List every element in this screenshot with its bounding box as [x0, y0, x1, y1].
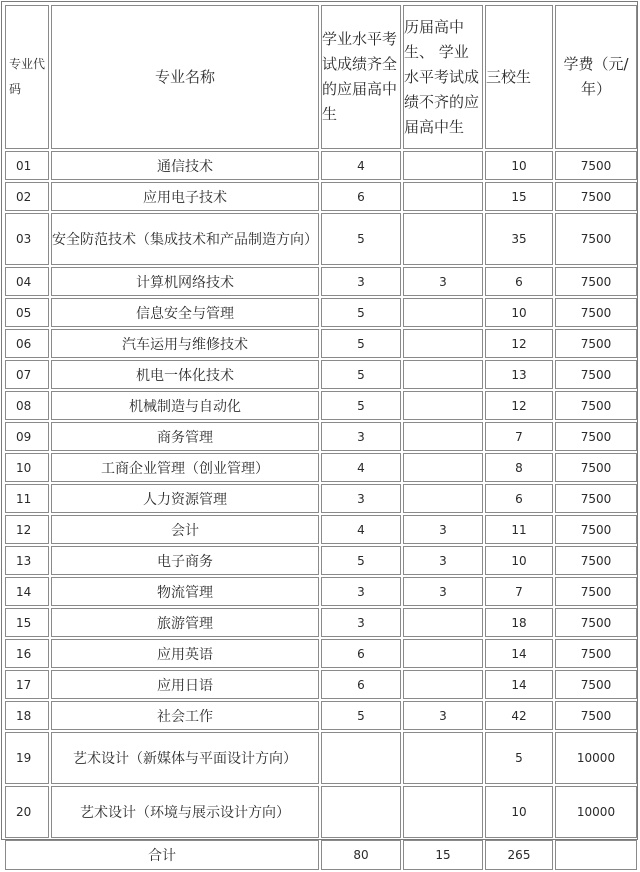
total-three-schools: 265	[485, 840, 553, 870]
cell-major-name: 计算机网络技术	[51, 267, 319, 296]
table-row	[5, 298, 637, 327]
cell-tuition: 7500	[555, 639, 637, 668]
cell-three-schools: 10	[485, 786, 553, 838]
cell-major-name: 机械制造与自动化	[51, 391, 319, 420]
cell-major-code: 08	[5, 391, 49, 420]
cell-three-schools: 8	[485, 453, 553, 482]
cell-major-code: 14	[5, 577, 49, 606]
cell-tuition: 7500	[555, 577, 637, 606]
cell-complete-scores: 6	[321, 639, 401, 668]
cell-previous-graduates: 3	[403, 701, 483, 730]
cell-three-schools: 6	[485, 267, 553, 296]
cell-tuition: 7500	[555, 213, 637, 265]
cell-complete-scores: 4	[321, 515, 401, 544]
cell-previous-graduates	[403, 786, 483, 838]
table-row	[5, 608, 637, 637]
cell-major-code: 18	[5, 701, 49, 730]
cell-tuition: 7500	[555, 267, 637, 296]
cell-complete-scores: 3	[321, 577, 401, 606]
cell-previous-graduates	[403, 422, 483, 451]
cell-complete-scores: 4	[321, 151, 401, 180]
cell-three-schools: 6	[485, 484, 553, 513]
cell-major-name: 汽车运用与维修技术	[51, 329, 319, 358]
cell-previous-graduates: 3	[403, 546, 483, 575]
header-three-schools: 三校生	[485, 5, 553, 149]
cell-major-name: 物流管理	[51, 577, 319, 606]
cell-three-schools: 12	[485, 329, 553, 358]
cell-complete-scores: 5	[321, 329, 401, 358]
cell-tuition: 7500	[555, 546, 637, 575]
cell-three-schools: 7	[485, 422, 553, 451]
total-previous-graduates: 15	[403, 840, 483, 870]
cell-major-name: 机电一体化技术	[51, 360, 319, 389]
cell-major-name: 社会工作	[51, 701, 319, 730]
cell-tuition: 7500	[555, 391, 637, 420]
cell-complete-scores	[321, 786, 401, 838]
cell-major-name: 通信技术	[51, 151, 319, 180]
cell-three-schools: 35	[485, 213, 553, 265]
cell-previous-graduates: 3	[403, 515, 483, 544]
cell-complete-scores: 3	[321, 608, 401, 637]
cell-major-name: 会计	[51, 515, 319, 544]
cell-three-schools: 15	[485, 182, 553, 211]
cell-previous-graduates	[403, 453, 483, 482]
cell-major-code: 17	[5, 670, 49, 699]
cell-tuition: 7500	[555, 453, 637, 482]
cell-major-code: 09	[5, 422, 49, 451]
cell-tuition: 7500	[555, 298, 637, 327]
cell-major-name: 电子商务	[51, 546, 319, 575]
cell-tuition: 7500	[555, 329, 637, 358]
cell-previous-graduates	[403, 484, 483, 513]
table-row	[5, 182, 637, 211]
header-previous-graduates: 历届高中生、 学业水平考试成绩不齐的应届高中生	[403, 5, 483, 149]
cell-previous-graduates: 3	[403, 267, 483, 296]
cell-major-code: 15	[5, 608, 49, 637]
cell-major-code: 12	[5, 515, 49, 544]
cell-major-code: 13	[5, 546, 49, 575]
cell-previous-graduates	[403, 151, 483, 180]
cell-previous-graduates	[403, 298, 483, 327]
total-complete-scores: 80	[321, 840, 401, 870]
header-row	[5, 5, 637, 149]
cell-three-schools: 7	[485, 577, 553, 606]
table-row	[5, 546, 637, 575]
cell-tuition: 7500	[555, 484, 637, 513]
table-row	[5, 213, 637, 265]
cell-complete-scores	[321, 732, 401, 784]
cell-complete-scores: 5	[321, 701, 401, 730]
table-row	[5, 670, 637, 699]
cell-tuition: 7500	[555, 701, 637, 730]
cell-previous-graduates	[403, 732, 483, 784]
cell-three-schools: 5	[485, 732, 553, 784]
table-row	[5, 267, 637, 296]
cell-major-code: 01	[5, 151, 49, 180]
cell-major-name: 艺术设计（环境与展示设计方向）	[51, 786, 319, 838]
cell-major-name: 旅游管理	[51, 608, 319, 637]
cell-complete-scores: 4	[321, 453, 401, 482]
table-row	[5, 577, 637, 606]
cell-tuition: 7500	[555, 151, 637, 180]
cell-three-schools: 14	[485, 670, 553, 699]
table-row	[5, 701, 637, 730]
total-row	[5, 840, 637, 870]
cell-complete-scores: 6	[321, 670, 401, 699]
cell-complete-scores: 5	[321, 298, 401, 327]
cell-previous-graduates	[403, 639, 483, 668]
cell-complete-scores: 3	[321, 267, 401, 296]
cell-previous-graduates	[403, 391, 483, 420]
cell-three-schools: 10	[485, 546, 553, 575]
header-major-name: 专业名称	[51, 5, 319, 149]
cell-previous-graduates	[403, 608, 483, 637]
table-row	[5, 422, 637, 451]
cell-complete-scores: 3	[321, 422, 401, 451]
cell-major-name: 应用电子技术	[51, 182, 319, 211]
table-row	[5, 391, 637, 420]
header-tuition: 学费（元/年）	[555, 5, 637, 149]
table-row	[5, 484, 637, 513]
cell-tuition: 10000	[555, 732, 637, 784]
cell-three-schools: 42	[485, 701, 553, 730]
cell-three-schools: 18	[485, 608, 553, 637]
cell-three-schools: 10	[485, 298, 553, 327]
total-tuition	[555, 840, 637, 870]
cell-major-code: 16	[5, 639, 49, 668]
cell-complete-scores: 5	[321, 546, 401, 575]
table-row	[5, 732, 637, 784]
cell-three-schools: 12	[485, 391, 553, 420]
cell-major-code: 04	[5, 267, 49, 296]
cell-major-name: 应用日语	[51, 670, 319, 699]
table-row	[5, 786, 637, 838]
cell-previous-graduates	[403, 329, 483, 358]
cell-three-schools: 10	[485, 151, 553, 180]
cell-previous-graduates	[403, 213, 483, 265]
cell-major-name: 商务管理	[51, 422, 319, 451]
table-row	[5, 639, 637, 668]
cell-three-schools: 11	[485, 515, 553, 544]
cell-major-name: 信息安全与管理	[51, 298, 319, 327]
cell-major-name: 安全防范技术（集成技术和产品制造方向）	[51, 213, 319, 265]
cell-complete-scores: 5	[321, 360, 401, 389]
cell-tuition: 10000	[555, 786, 637, 838]
cell-major-code: 03	[5, 213, 49, 265]
cell-tuition: 7500	[555, 670, 637, 699]
enrollment-plan-table	[3, 3, 639, 872]
cell-major-code: 11	[5, 484, 49, 513]
cell-tuition: 7500	[555, 515, 637, 544]
cell-three-schools: 13	[485, 360, 553, 389]
table-row	[5, 453, 637, 482]
cell-previous-graduates: 3	[403, 577, 483, 606]
cell-major-code: 10	[5, 453, 49, 482]
cell-major-code: 06	[5, 329, 49, 358]
header-complete-scores: 学业水平考试成绩齐全的应届高中生	[321, 5, 401, 149]
cell-tuition: 7500	[555, 182, 637, 211]
table-body	[5, 5, 637, 870]
cell-complete-scores: 3	[321, 484, 401, 513]
cell-major-name: 工商企业管理（创业管理）	[51, 453, 319, 482]
cell-major-name: 应用英语	[51, 639, 319, 668]
cell-complete-scores: 5	[321, 213, 401, 265]
cell-major-code: 07	[5, 360, 49, 389]
cell-major-code: 20	[5, 786, 49, 838]
cell-complete-scores: 5	[321, 391, 401, 420]
cell-tuition: 7500	[555, 360, 637, 389]
table-row	[5, 151, 637, 180]
cell-previous-graduates	[403, 670, 483, 699]
table-row	[5, 515, 637, 544]
table-row	[5, 360, 637, 389]
table-row	[5, 329, 637, 358]
cell-major-name: 艺术设计（新媒体与平面设计方向）	[51, 732, 319, 784]
cell-major-code: 05	[5, 298, 49, 327]
cell-major-code: 02	[5, 182, 49, 211]
cell-three-schools: 14	[485, 639, 553, 668]
cell-complete-scores: 6	[321, 182, 401, 211]
cell-tuition: 7500	[555, 608, 637, 637]
cell-major-name: 人力资源管理	[51, 484, 319, 513]
cell-previous-graduates	[403, 360, 483, 389]
cell-tuition: 7500	[555, 422, 637, 451]
cell-major-code: 19	[5, 732, 49, 784]
total-label: 合计	[5, 840, 319, 870]
header-major-code: 专业代码	[5, 5, 49, 149]
cell-previous-graduates	[403, 182, 483, 211]
